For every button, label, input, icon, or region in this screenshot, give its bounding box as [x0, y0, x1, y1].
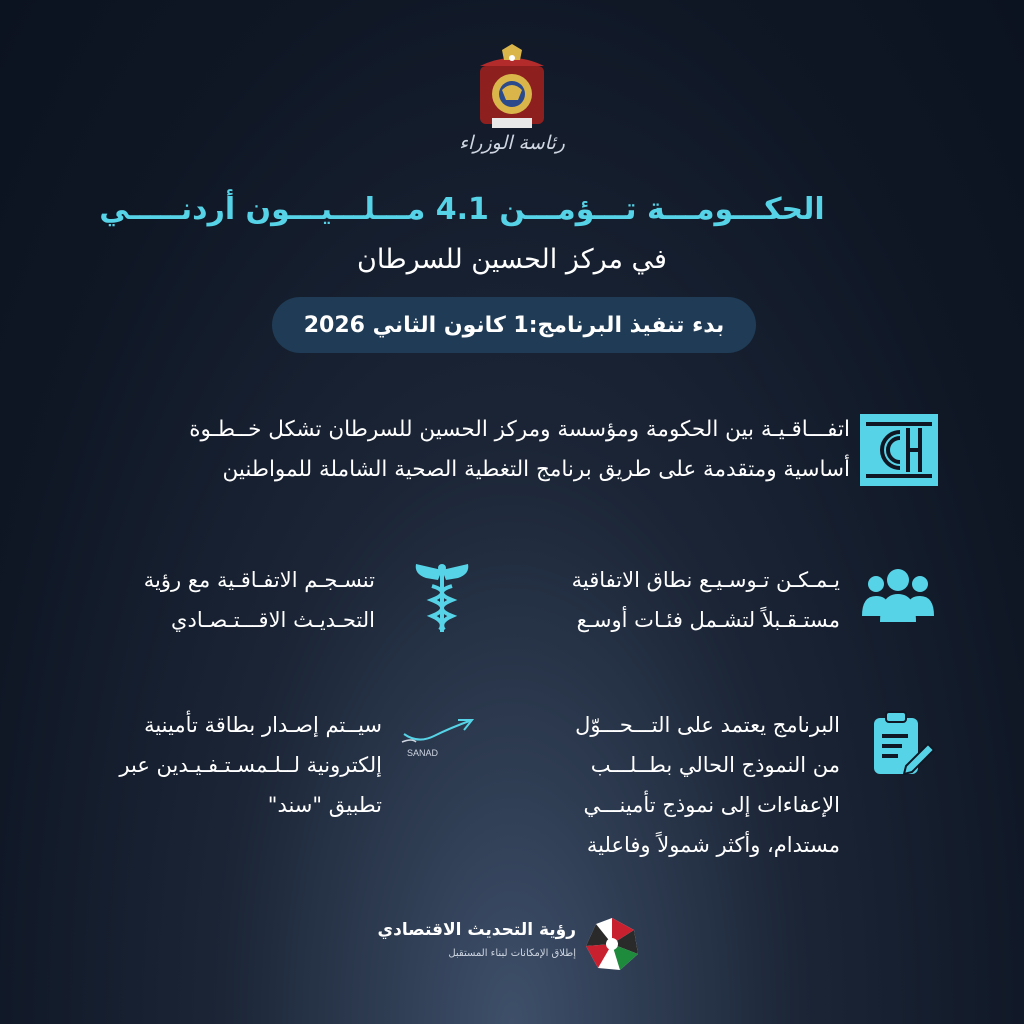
headline: الحكـــومـــة تـــؤمـــن 4.1 مـــلـــيـــون أردنـــــي [99, 192, 825, 227]
feature-expand-text [540, 560, 840, 640]
feature-line: مستدام، وأكثر شمولاً وفاعلية [586, 833, 840, 857]
feature-line: البرنامج يعتمد على التـــحـــوّل [575, 713, 840, 737]
agreement-description [100, 410, 850, 490]
clipboard-edit-icon [870, 710, 936, 776]
feature-vision-text [100, 560, 375, 640]
feature-line: إلكترونية لــلـمسـتـفـيـدين عبر [119, 753, 382, 777]
khcc-logo-icon [860, 414, 938, 486]
sanad-logo-icon [398, 714, 478, 760]
caduceus-icon [410, 560, 474, 636]
feature-line: الإعفاءات إلى نموذج تأمينـــي [583, 793, 840, 817]
start-date-label: بدء تنفيذ البرنامج:1 كانون الثاني 2026 [303, 312, 725, 338]
footer-title: رؤية التحديث الاقتصادي [377, 920, 576, 940]
feature-line: سيــتم إصـدار بطاقة تأمينية [144, 713, 382, 737]
footer-tagline: إطلاق الإمكانات لبناء المستقبل [448, 948, 576, 959]
feature-line: يـمـكـن تـوسـيـع نطاق الاتفاقية [571, 568, 840, 592]
group-users-icon [860, 568, 936, 624]
ministry-signature: رئاسة الوزراء [459, 132, 565, 154]
feature-card-text [100, 705, 382, 825]
subheadline: في مركز الحسين للسرطان [357, 244, 667, 275]
feature-line: تنسـجـم الاتفـاقـية مع رؤية [143, 568, 375, 592]
start-date-badge [272, 297, 756, 353]
agreement-line: اتفـــاقـيـة بين الحكومة ومؤسسة ومركز الحسين للسرطان تشكل خــطـوة [189, 417, 850, 442]
feature-line: تطبيق "سند" [267, 793, 382, 817]
vision-emblem-icon [584, 916, 640, 972]
sanad-logo-caption: SANAD [406, 748, 438, 758]
feature-transition-text [530, 705, 840, 865]
feature-line: مستـقـبلاً لتشـمل فئـات أوسـع [576, 608, 840, 632]
feature-line: من النموذج الحالي بطــلـــب [590, 753, 840, 777]
agreement-line: أساسية ومتقدمة على طريق برنامج التغطية الصحية الشاملة للمواطنين [222, 457, 850, 482]
feature-line: التحـديـث الاقـــتـصـادي [171, 608, 375, 632]
